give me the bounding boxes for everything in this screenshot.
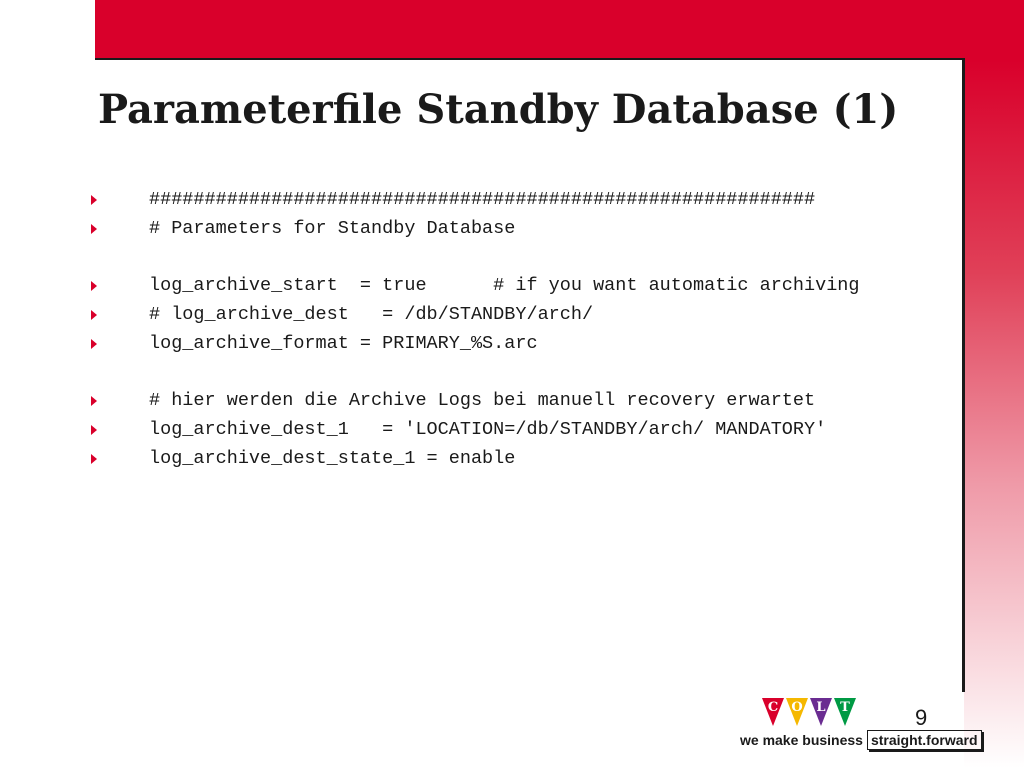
bullet-item <box>86 386 860 415</box>
page-number: 9 <box>915 705 928 730</box>
bullet-triangle-icon <box>91 339 97 349</box>
logo-tagline-right: straight.forward <box>867 730 982 750</box>
logo-letter-triangle <box>834 698 856 726</box>
bullet-triangle-icon <box>91 195 97 205</box>
bullet-item <box>86 214 860 243</box>
logo-letter-triangle <box>786 698 808 726</box>
side-gradient-bar <box>964 60 1024 768</box>
bullet-triangle-icon <box>91 425 97 435</box>
bullet-text: log_archive_start = true # if you want automatic archiving <box>149 275 860 296</box>
slide-title: Parameterfile Standby Database (1) <box>98 86 899 133</box>
logo-letter: O <box>791 700 803 715</box>
bullet-triangle-icon <box>91 454 97 464</box>
logo-tagline-left: we make business <box>740 732 863 748</box>
logo-tagline <box>740 730 982 750</box>
bullet-item <box>86 185 860 214</box>
bullet-item <box>86 271 860 300</box>
bullet-item <box>86 300 860 329</box>
bullet-item <box>86 444 860 473</box>
bullet-item <box>86 415 860 444</box>
top-red-banner <box>95 0 1024 60</box>
bullet-triangle-icon <box>91 310 97 320</box>
bullet-text: # log_archive_dest = /db/STANDBY/arch/ <box>149 304 594 325</box>
bullet-triangle-icon <box>91 396 97 406</box>
bullet-text: # hier werden die Archive Logs bei manuell recovery erwartet <box>149 390 816 411</box>
logo-letter: L <box>816 700 826 715</box>
bullet-triangle-icon <box>91 281 97 291</box>
logo-letter: C <box>767 700 779 715</box>
logo-letter-triangle <box>810 698 832 726</box>
bullet-item <box>86 329 860 358</box>
bullet-text: # Parameters for Standby Database <box>149 218 516 239</box>
bullet-text: log_archive_dest_1 = 'LOCATION=/db/STANDBY/arch/ MANDATORY' <box>149 419 827 440</box>
logo-letter: T <box>840 700 850 715</box>
bullet-text: log_archive_dest_state_1 = enable <box>149 448 516 469</box>
bullet-list <box>86 185 860 473</box>
logo-letter-triangle <box>762 698 784 726</box>
bullet-text: ############################################################ <box>149 189 816 210</box>
colt-logo <box>740 698 978 754</box>
bullet-text: log_archive_format = PRIMARY_%S.arc <box>149 333 538 354</box>
bullet-triangle-icon <box>91 224 97 234</box>
logo-letters <box>762 698 856 726</box>
